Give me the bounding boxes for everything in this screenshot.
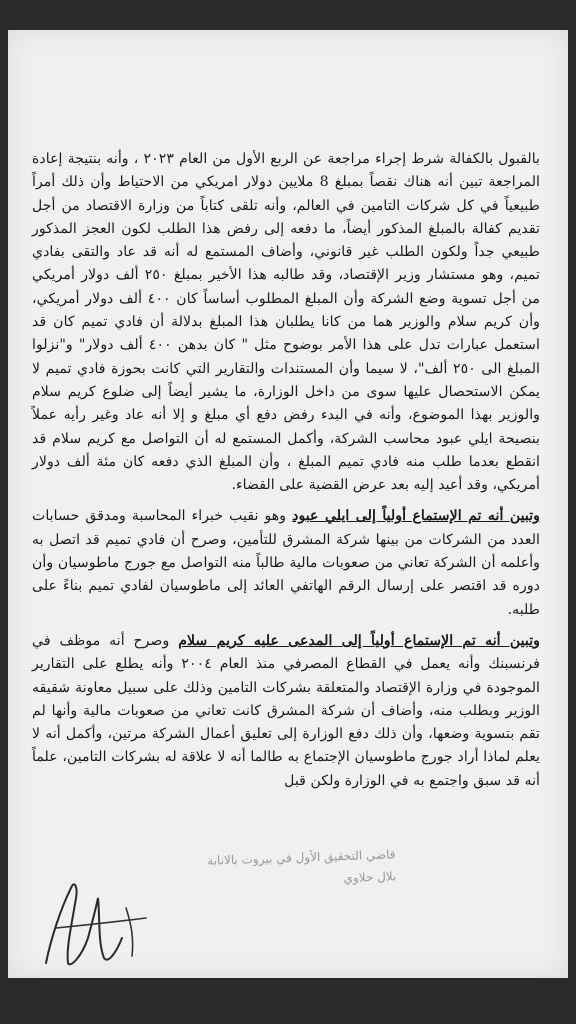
background-bottom xyxy=(0,978,576,1024)
document-body xyxy=(32,148,540,793)
paragraph-3-body: وصرح أنه موظف في فرنسبنك وأنه يعمل في القطاع المصرفي منذ العام ٢٠٠٤ وأنه يطلع على التقارير الموجودة في وزارة الإقتصاد والمتعلقة بشركات التامين وذلك على سبيل معاونة شقيقه الوزير وبطلب منه، وأضاف أن شركة المشرق كانت تعاني من صعوبات مالية وأنها لم تقم بتسوية وضعها، وأن ذلك دفع الوزارة إلى تعليق أعمال الشركة مرتين، وأكمل أنه لا يعلم لماذا أراد جورج ماطوسيان الإجتماع به طالما أنه لا علاقة له بشركات التامين، علماً أنه قد سبق واجتمع به في الوزارة ولكن قبل xyxy=(32,632,540,789)
stamp-title: قاضي التحقيق الأول في بيروت بالانابة xyxy=(206,847,396,868)
handwritten-signature xyxy=(26,868,166,978)
paragraph-3-heading: وتبين أنه تم الإستماع أولياً إلى المدعى عليه كريم سلام xyxy=(178,632,541,649)
official-stamp xyxy=(125,843,396,896)
document-page xyxy=(8,30,568,978)
paragraph-1: بالقبول بالكفالة شرط إجراء مراجعة عن الربع الأول من العام ٢٠٢٣ ، وأنه بنتيجة إعادة المراجعة تبين أنه هناك نقصاً بمبلغ 8 ملايين دولار امريكي من الاحتياط وأن ذلك أمراً طبيعياً في كل شركات التامين في العالم، وأنه تلقى كتاباً من وزارة الاقتصاد من أجل تقديم كفالة بالمبلغ المذكور أيضاً، ما دفعه إلى رفض هذا الطلب لكون العجز المذكور طبيعي جداً ولكون الطلب غير قانوني، وأضاف المستمع له أنه قد عاد والتقى بفادي تميم، وهو مستشار وزير الإقتصاد، وقد طالبه هذا الأخير بمبلغ ٢٥٠ ألف دولار أمريكي من أجل تسوية وضع الشركة وأن المبلغ المطلوب أساساً كان ٤٠٠ ألف دولار أمريكي، وأن كريم سلام والوزير هما من كانا يطلبان هذا المبلغ بدلالة أن فادي تميم كان قد استعمل عبارات تدل على هذا الأمر بوضوح مثل " كان بدهن ٤٠٠ ألف دولار" و"نزلوا المبلغ الى ٢٥٠ ألف"، لا سيما وأن المستندات والتقارير التي كانت بحوزة فادي تميم لا يمكن الاستحصال عليها سوى من داخل الوزارة، ما يشير أيضاً إلى ضلوع كريم سلام والوزير بهذا الموضوع، وأنه في البدء رفض دفع أي مبلغ و إلا أنه عاد وغير رأيه عملاً بنصيحة ايلي عبود محاسب الشركة، وأكمل المستمع له أن التواصل مع كريم سلام قد انقطع بعدما طلب منه فادي تميم المبلغ ، وأن المبلغ الذي دفعه كان مئة ألف دولار أمريكي، وقد أعيد إليه بعد عرض القضية على القضاء. xyxy=(32,151,541,494)
paragraph-2-heading: وتبين أنه تم الإستماع أولياً إلى ايلي عبود xyxy=(292,508,540,525)
paragraph-2-body: وهو نقيب خبراء المحاسبة ومدقق حسابات العدد من الشركات من بينها شركة المشرق للتأمين، وصرح أن فادي تميم قد اتصل به وأعلمه أن الشركة تعاني من صعوبات مالية طالباً منه التواصل مع جورج ماطوسيان وأن دوره قد اقتصر على إرسال الرقم الهاتفي العائد إلى ماطوسيان لفادي تميم بناءً على طلبه. xyxy=(32,508,540,618)
paragraph-2 xyxy=(32,505,540,621)
background-top xyxy=(0,0,576,30)
stamp-name: بلال حلاوي xyxy=(343,869,397,886)
paragraph-3 xyxy=(32,630,540,793)
